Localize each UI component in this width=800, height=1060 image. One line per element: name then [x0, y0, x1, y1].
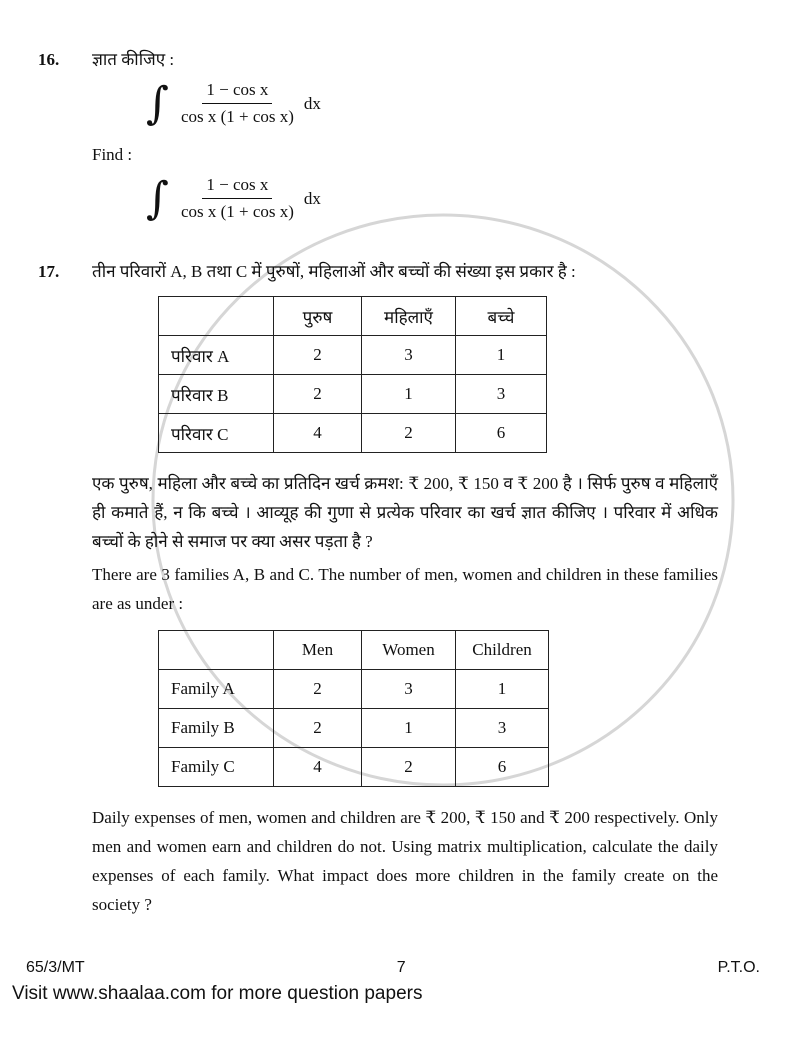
visit-link[interactable]: Visit www.shaalaa.com for more question papers — [12, 983, 423, 1004]
table-cell: 4 — [274, 748, 362, 787]
table-row — [159, 670, 549, 709]
q17-english-intro: There are 3 families A, B and C. The number of men, women and children in these families are as under : — [92, 565, 718, 613]
table-cell: Family A — [159, 670, 274, 709]
table-header-cell: पुरुष — [274, 297, 362, 336]
integral-sign: ∫ — [146, 172, 169, 224]
q17-english-paragraph: Daily expenses of men, women and children are ₹ 200, ₹ 150 and ₹ 200 respectively. Only men and women earn and children do not. Using matrix multiplication, calculate the daily expenses of each family. What impact does more children in the family create on the society ? — [92, 808, 718, 914]
table-cell: 3 — [362, 336, 456, 375]
page-number: 7 — [396, 959, 406, 976]
table-cell: परिवार C — [159, 414, 274, 453]
table-header-cell: Men — [274, 631, 362, 670]
table-row — [159, 748, 549, 787]
table-header-cell — [159, 631, 274, 670]
question-number-16: 16. — [38, 50, 60, 69]
q16-integral-hindi — [146, 77, 718, 129]
numerator: 1 − cos x — [202, 80, 272, 104]
table-header-cell: Women — [362, 631, 456, 670]
numerator: 1 − cos x — [202, 175, 272, 199]
q17-hindi-intro: तीन परिवारों A, B तथा C में पुरुषों, महिलाओं और बच्चों की संख्या इस प्रकार है : — [92, 262, 576, 281]
denominator: cos x (1 + cos x) — [180, 202, 294, 221]
english-family-table — [158, 630, 549, 787]
table-row — [159, 709, 549, 748]
q16-integral-english — [146, 172, 718, 224]
table-header-cell — [159, 297, 274, 336]
table-row — [159, 375, 547, 414]
table-header-cell: Children — [456, 631, 549, 670]
table-header-row — [159, 297, 547, 336]
table-cell: Family B — [159, 709, 274, 748]
table-cell: Family C — [159, 748, 274, 787]
q17-hindi-paragraph: एक पुरुष, महिला और बच्चे का प्रतिदिन खर्च क्रमश: ₹ 200, ₹ 150 व ₹ 200 है । सिर्फ पुरुष व महिलाएँ ही कमाते हैं, न कि बच्चे । आव्यूह की गुणा से प्रत्येक परिवार का खर्च ज्ञात कीजिए । परिवार में अधिक बच्चों के होने से समाज पर क्या असर पड़ता है ? — [92, 474, 718, 551]
table-header-cell: बच्चे — [456, 297, 547, 336]
table-cell: 1 — [362, 375, 456, 414]
integral-sign: ∫ — [146, 77, 169, 129]
q16-english-prompt: Find : — [92, 145, 133, 164]
differential: dx — [303, 93, 321, 113]
table-cell: 2 — [274, 375, 362, 414]
table-cell: 6 — [456, 414, 547, 453]
table-cell: 1 — [362, 709, 456, 748]
table-header-cell: महिलाएँ — [362, 297, 456, 336]
table-cell: 3 — [456, 375, 547, 414]
q16-hindi-prompt: ज्ञात कीजिए : — [92, 50, 175, 69]
table-cell: 2 — [274, 336, 362, 375]
table-cell: 2 — [362, 414, 456, 453]
question-number-17: 17. — [38, 262, 60, 281]
table-cell: 2 — [274, 709, 362, 748]
footer — [26, 959, 760, 977]
table-cell: 3 — [456, 709, 549, 748]
pto: P.T.O. — [717, 959, 760, 976]
table-cell: परिवार B — [159, 375, 274, 414]
table-header-row — [159, 631, 549, 670]
differential: dx — [303, 188, 321, 208]
paper-code: 65/3/MT — [26, 959, 85, 976]
table-cell: 1 — [456, 336, 547, 375]
denominator: cos x (1 + cos x) — [180, 107, 294, 126]
table-cell: 1 — [456, 670, 549, 709]
table-row — [159, 336, 547, 375]
question-16 — [38, 48, 718, 238]
question-17 — [38, 260, 718, 919]
table-row — [159, 414, 547, 453]
table-cell: 2 — [274, 670, 362, 709]
hindi-family-table — [158, 296, 547, 453]
table-cell: 3 — [362, 670, 456, 709]
table-cell: 2 — [362, 748, 456, 787]
table-cell: परिवार A — [159, 336, 274, 375]
table-cell: 6 — [456, 748, 549, 787]
table-cell: 4 — [274, 414, 362, 453]
